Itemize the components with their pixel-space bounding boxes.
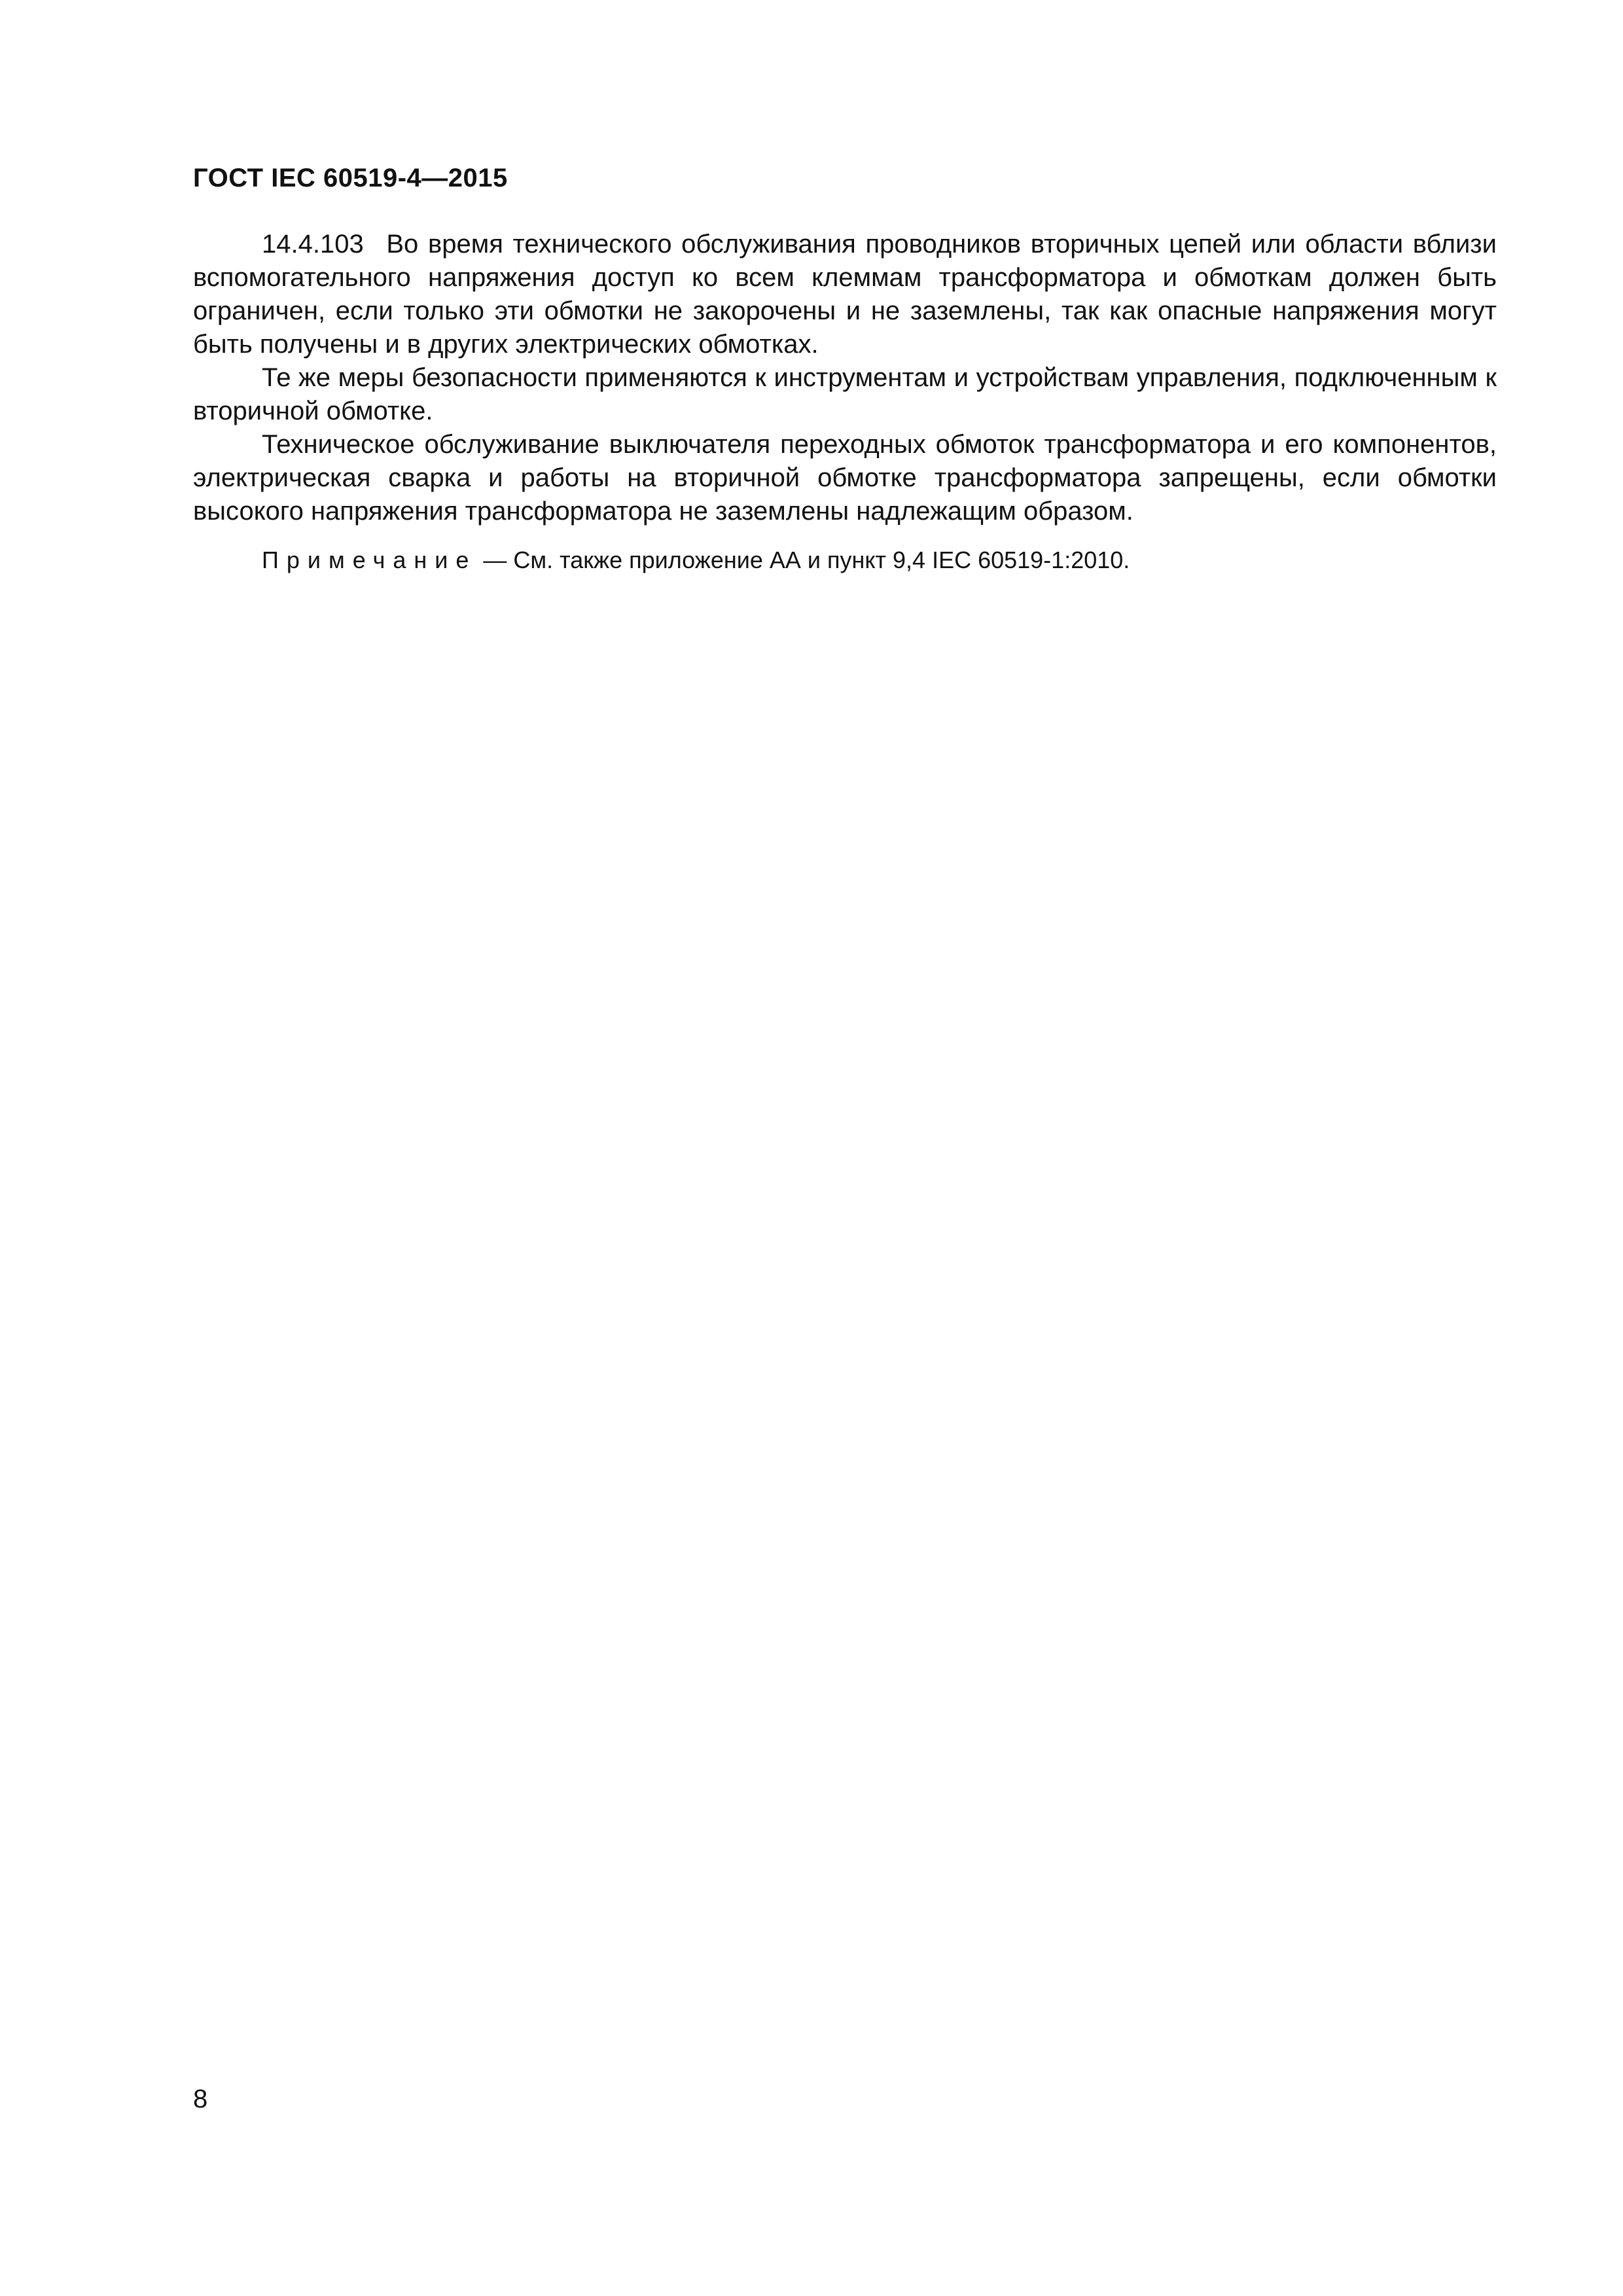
page-content bbox=[193, 228, 1497, 575]
note bbox=[193, 545, 1497, 575]
note-text: — См. также приложение АА и пункт 9,4 IEC 60519-1:2010. bbox=[476, 547, 1130, 573]
paragraph-text: Во время технического обслуживания проводников вторичных цепей или области вблизи вспомогательного напряжения доступ ко всем клеммам трансформатора и обмоткам должен быть ограничен, если только эти обмотки не закорочены и не заземлены, так как опасные напряжения могут быть получены и в других электрических обмотках. bbox=[193, 230, 1497, 359]
paragraph-clause-14-4-103 bbox=[193, 228, 1497, 361]
standard-designation: ГОСТ IEC 60519-4—2015 bbox=[193, 164, 508, 192]
paragraph: Техническое обслуживание выключателя переходных обмоток трансформатора и его компонентов, электрическая сварка и работы на вторичной обмотке трансформатора запрещены, если обмотки высокого напряжения трансформатора не заземлены надлежащим образом. bbox=[193, 430, 1497, 526]
paragraph: Те же меры безопасности применяются к инструментам и устройствам управления, подключенным к вторичной обмотке. bbox=[193, 363, 1497, 425]
clause-number: 14.4.103 bbox=[262, 230, 364, 259]
page-number: 8 bbox=[193, 2085, 208, 2113]
note-label: Примечание bbox=[262, 547, 477, 573]
